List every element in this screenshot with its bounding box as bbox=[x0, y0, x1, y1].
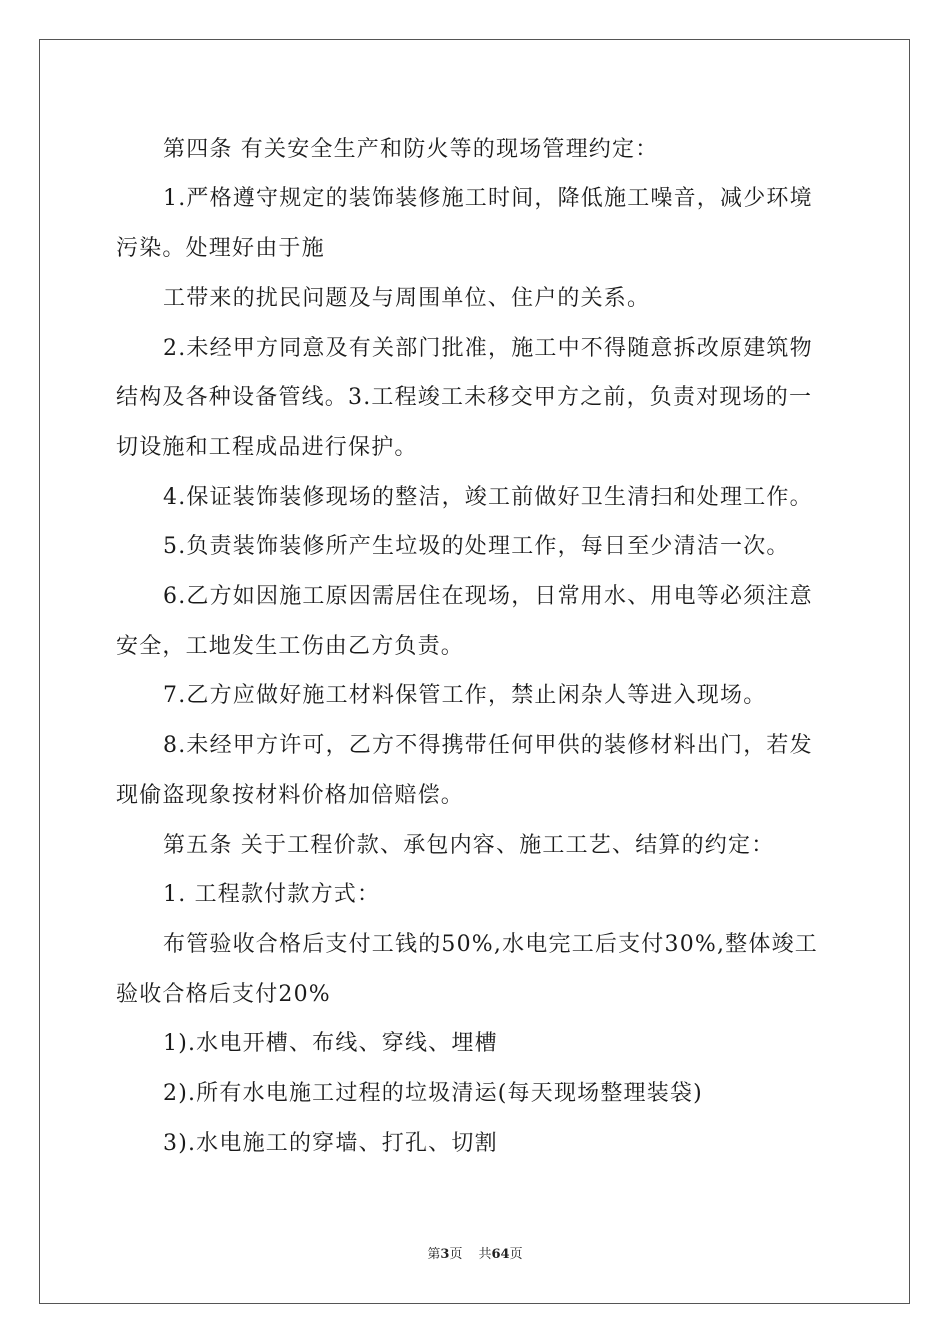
paragraph-line: 现偷盗现象按材料价格加倍赔偿。 bbox=[116, 783, 465, 808]
footer-total-prefix: 共 bbox=[478, 1247, 492, 1262]
paragraph-line: 验收合格后支付20% bbox=[116, 982, 331, 1007]
paragraph-line: 1.严格遵守规定的装饰装修施工时间，降低施工噪音，减少环境 bbox=[163, 186, 813, 211]
page-footer bbox=[0, 1247, 950, 1263]
paragraph-line: 结构及各种设备管线。3.工程竣工未移交甲方之前，负责对现场的一 bbox=[116, 385, 813, 410]
footer-page-number: 3 bbox=[440, 1247, 450, 1262]
paragraph-line: 污染。处理好由于施 bbox=[116, 236, 325, 261]
footer-page-prefix: 第 bbox=[427, 1247, 441, 1262]
paragraph-line: 切设施和工程成品进行保护。 bbox=[116, 435, 418, 460]
page-border bbox=[39, 39, 910, 1304]
paragraph-line: 1. 工程款付款方式： bbox=[163, 882, 381, 907]
paragraph-line: 2.未经甲方同意及有关部门批准，施工中不得随意拆改原建筑物 bbox=[163, 336, 813, 361]
paragraph-line: 4.保证装饰装修现场的整洁，竣工前做好卫生清扫和处理工作。 bbox=[163, 485, 813, 510]
article-5-heading: 第五条 关于工程价款、承包内容、施工工艺、结算的约定： bbox=[163, 833, 775, 858]
footer-page-suffix: 页 bbox=[449, 1247, 463, 1262]
list-item: 3).水电施工的穿墙、打孔、切割 bbox=[163, 1131, 498, 1156]
paragraph-line: 安全，工地发生工伤由乙方负责。 bbox=[116, 634, 465, 659]
paragraph-line: 7.乙方应做好施工材料保管工作，禁止闲杂人等进入现场。 bbox=[163, 683, 767, 708]
paragraph-line: 5.负责装饰装修所产生垃圾的处理工作，每日至少清洁一次。 bbox=[163, 534, 790, 559]
list-item: 1).水电开槽、布线、穿线、埋槽 bbox=[163, 1031, 498, 1056]
list-item: 2).所有水电施工过程的垃圾清运(每天现场整理装袋) bbox=[163, 1081, 703, 1106]
footer-total-suffix: 页 bbox=[509, 1247, 523, 1262]
article-4-heading: 第四条 有关安全生产和防火等的现场管理约定： bbox=[163, 137, 659, 162]
paragraph-line: 布管验收合格后支付工钱的50%,水电完工后支付30%,整体竣工 bbox=[163, 932, 818, 957]
footer-total-pages: 64 bbox=[491, 1247, 510, 1262]
paragraph-line: 工带来的扰民问题及与周围单位、住户的关系。 bbox=[163, 286, 651, 311]
paragraph-line: 6.乙方如因施工原因需居住在现场，日常用水、用电等必须注意 bbox=[163, 584, 813, 609]
paragraph-line: 8.未经甲方许可，乙方不得携带任何甲供的装修材料出门，若发 bbox=[163, 733, 813, 758]
